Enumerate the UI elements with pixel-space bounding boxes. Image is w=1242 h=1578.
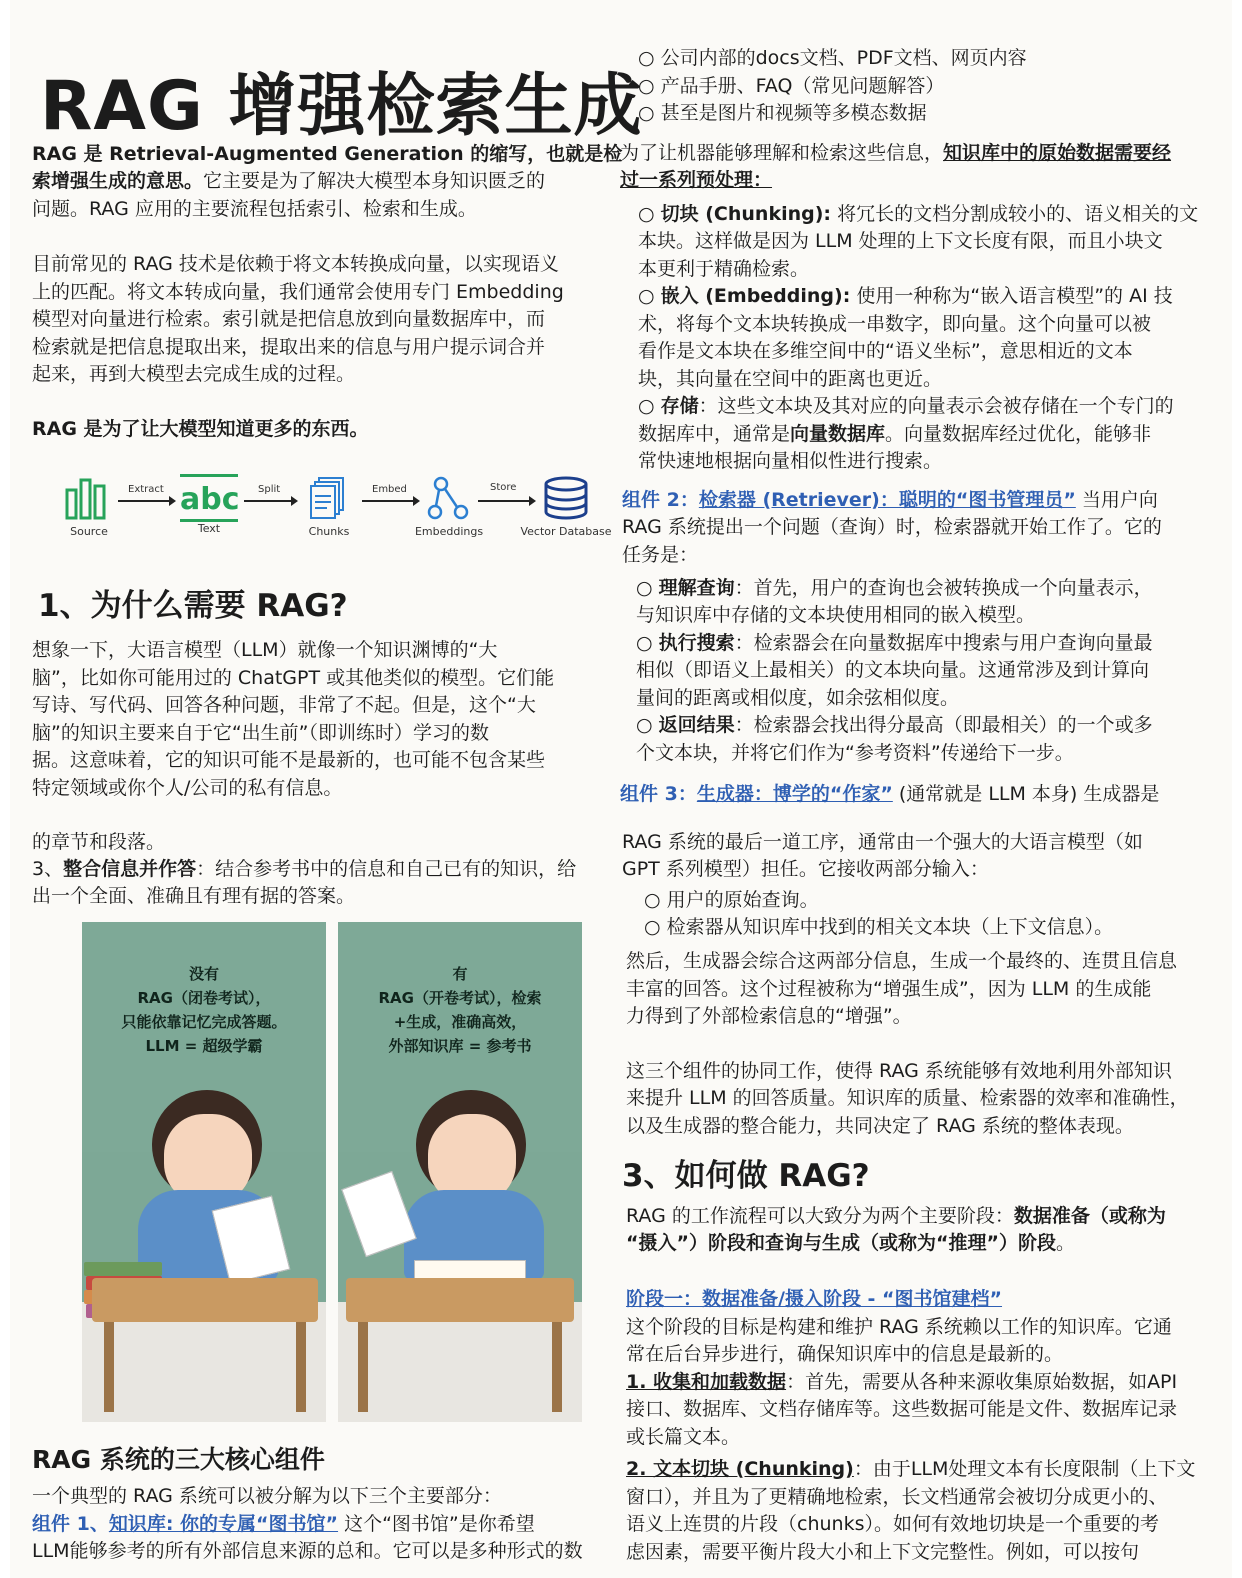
- step-1-line-1: 1. 收集和加载数据：首先，需要从各种来源收集原始数据，如API: [626, 1371, 1178, 1393]
- component-2-line: RAG 系统提出一个问题（查询）时，检索器就开始工作了。它的: [622, 516, 1162, 538]
- phase-1-line: 这个阶段的目标是构建和维护 RAG 系统赖以工作的知识库。它通: [626, 1316, 1172, 1338]
- generator-input-bullet: ○ 用户的原始查询。: [644, 887, 819, 915]
- intro-p2-line: 起来，再到大模型去完成生成的过程。: [32, 363, 356, 385]
- document-page: [10, 0, 1232, 1578]
- embedding-line: 术，将每个文本块转换成一串数字，即向量。这个向量可以被: [638, 313, 1152, 335]
- retriever-step-line: 相似（即语义上最相关）的文本块向量。这通常涉及到计算向: [636, 659, 1150, 681]
- generator-input-bullet: ○ 检索器从知识库中找到的相关文本块（上下文信息）。: [644, 914, 1113, 942]
- source-icon: [63, 474, 115, 522]
- component-1-line: 组件 1、知识库: 你的专属“图书馆” 这个“图书馆”是你希望: [32, 1513, 535, 1535]
- retriever-step-line: 与知识库中存储的文本块使用相同的嵌入模型。: [636, 604, 1036, 626]
- embedding-line: 块，其向量在空间中的距离也更近。: [638, 368, 943, 390]
- chunks-icon: [303, 474, 355, 522]
- step-2-line: 窗口），并且为了更精确地检索，长文档通常会被切分成更小的、: [626, 1486, 1168, 1508]
- component-2-line: 任务是：: [622, 544, 699, 566]
- text-icon: abc: [180, 474, 238, 522]
- section-1-line: 据。这意味着，它的知识可能不是最新的，也可能不包含某些: [32, 749, 546, 771]
- section-2-heading: RAG 系统的三大核心组件: [32, 1445, 325, 1474]
- generator-after-line: 丰富的回答。这个过程被称为“增强生成”，因为 LLM 的生成能: [626, 978, 1152, 1000]
- component-3-link[interactable]: 生成器：博学的“作家”: [696, 783, 893, 805]
- generator-after-line: 力得到了外部检索信息的“增强”。: [626, 1005, 912, 1027]
- intro-line-1: RAG 是 Retrieval-Augmented Generation 的缩写，也就是检: [32, 143, 623, 165]
- section-3-heading: 3、如何做 RAG?: [622, 1158, 870, 1194]
- rag-comparison-illustration: [82, 922, 582, 1422]
- without-rag-panel: [82, 922, 326, 1422]
- section-2-intro: 一个典型的 RAG 系统可以被分解为以下三个主要部分：: [32, 1485, 502, 1507]
- vector-db-node: [520, 474, 612, 538]
- chunking-line: 本更利于精确检索。: [638, 258, 810, 280]
- desk-icon: [346, 1278, 574, 1322]
- page-title: RAG 增强检索生成: [40, 67, 643, 146]
- section-1-line: 想象一下，大语言模型（LLM）就像一个知识渊博的“大: [32, 639, 498, 661]
- phase-1-heading-link[interactable]: 阶段一：数据准备/摄入阶段 - “图书馆建档”: [626, 1288, 1003, 1310]
- summary-line: 这三个组件的协同工作，使得 RAG 系统能够有效地利用外部知识: [626, 1060, 1172, 1082]
- component-3-line: 组件 3：生成器：博学的“作家” (通常就是 LLM 本身) 生成器是: [620, 783, 1160, 805]
- text-label: Text: [197, 522, 221, 535]
- section-3-line-1: RAG 的工作流程可以大致分为两个主要阶段：数据准备（或称为: [626, 1205, 1166, 1227]
- preprocess-line-2: 过一系列预处理：: [620, 169, 773, 191]
- component-1-line-2: LLM能够参考的所有外部信息来源的总和。它可以是多种形式的数: [32, 1540, 583, 1562]
- component-2-line: 组件 2：检索器 (Retriever)：聪明的“图书管理员” 当用户向: [622, 489, 1158, 511]
- storage-line-2: 数据库中，通常是向量数据库。向量数据库经过优化，能够非: [638, 423, 1152, 445]
- database-icon: [540, 474, 592, 522]
- generator-after-line: 然后，生成器会综合这两部分信息，生成一个最终的、连贯且信息: [626, 950, 1178, 972]
- section-3-line-2: “摄入”）阶段和查询与生成（或称为“推理”）阶段。: [626, 1232, 1075, 1254]
- rag-pipeline-diagram: [32, 466, 614, 556]
- summary-line: 以及生成器的整合能力，共同决定了 RAG 系统的整体表现。: [626, 1115, 1134, 1137]
- intro-key-point: RAG 是为了让大模型知道更多的东西。: [32, 418, 369, 440]
- source-bullet: ○ 甚至是图片和视频等多模态数据: [638, 100, 927, 128]
- chunks-node: [284, 474, 374, 538]
- with-rag-caption: 有 RAG（开卷考试），检索 +生成，准确高效， 外部知识库 = 参考书: [378, 965, 542, 1055]
- section-1-line: 特定领域或你个人/公司的私有信息。: [32, 777, 343, 799]
- embed-label: Embed: [372, 484, 407, 495]
- step-2-line-1: 2. 文本切块 (Chunking)：由于LLM处理文本有长度限制（上下文: [626, 1458, 1196, 1480]
- chunking-line: 本块。这样做是因为 LLM 处理的上下文长度有限，而且小块文: [638, 230, 1163, 252]
- component-2-link[interactable]: 检索器 (Retriever)：聪明的“图书管理员”: [698, 489, 1076, 511]
- chunking-line-1: ○ 切块 (Chunking): 将冗长的文档分割成较小的、语义相关的文: [638, 201, 1198, 229]
- embeddings-node: [404, 474, 494, 538]
- intro-line-3: 问题。RAG 应用的主要流程包括索引、检索和生成。: [32, 198, 477, 220]
- embeddings-icon: [423, 474, 475, 522]
- store-label: Store: [490, 482, 517, 493]
- embeddings-label: Embeddings: [414, 525, 484, 538]
- chunks-label: Chunks: [308, 525, 350, 538]
- section-1-line: 写诗、写代码、回答各种问题，非常了不起。但是，这个“大: [32, 694, 536, 716]
- section-1-heading: 1、为什么需要 RAG?: [38, 588, 348, 624]
- intro-p2-line: 模型对向量进行检索。索引就是把信息放到向量数据库中，而: [32, 308, 546, 330]
- retriever-step-3: ○ 返回结果：检索器会找出得分最高（即最相关）的一个或多: [636, 712, 1153, 740]
- step-1-line: 或长篇文本。: [626, 1426, 741, 1448]
- step-2-line: 虑因素，需要平衡片段大小和上下文完整性。例如，可以按句: [626, 1541, 1140, 1563]
- source-bullet: ○ 产品手册、FAQ（常见问题解答）: [638, 73, 944, 101]
- step-1-line: 接口、数据库、文档存储库等。这些数据可能是文件、数据库记录: [626, 1398, 1178, 1420]
- extract-label: Extract: [128, 484, 164, 495]
- with-rag-panel: [338, 922, 582, 1422]
- retriever-step-line: 个文本块，并将它们作为“参考资料”传递给下一步。: [636, 742, 1074, 764]
- vector-db-label: Vector Database: [520, 525, 612, 538]
- without-rag-caption: 没有 RAG（闭卷考试）， 只能依靠记忆完成答题。 LLM = 超级学霸: [121, 965, 287, 1055]
- section-1-line: 脑”，比如你可能用过的 ChatGPT 或其他类似的模型。它们能: [32, 667, 555, 689]
- book-stack-icon: [84, 1262, 162, 1276]
- summary-line: 来提升 LLM 的回答质量。知识库的质量、检索器的效率和准确性，: [626, 1087, 1189, 1109]
- phase-1-line: 常在后台异步进行，确保知识库中的信息是最新的。: [626, 1343, 1064, 1365]
- text-node: [164, 474, 254, 535]
- source-node: [44, 474, 134, 538]
- source-label: Source: [70, 525, 108, 538]
- generator-line: RAG 系统的最后一道工序，通常由一个强大的大语言模型（如: [622, 831, 1143, 853]
- retriever-step-1: ○ 理解查询：首先，用户的查询也会被转换成一个向量表示，: [636, 575, 1153, 603]
- step-2-line: 语义上连贯的片段（chunks）。如何有效地切块是一个重要的考: [626, 1513, 1159, 1535]
- fragment-line-1: 的章节和段落。: [32, 831, 166, 853]
- storage-line-1: ○ 存储：这些文本块及其对应的向量表示会被存储在一个专门的: [638, 393, 1174, 421]
- embedding-line: 看作是文本块在多维空间中的“语义坐标”，意思相近的文本: [638, 340, 1133, 362]
- split-label: Split: [258, 484, 281, 495]
- intro-p2-line: 上的匹配。将文本转成向量，我们通常会使用专门 Embedding: [32, 281, 564, 303]
- intro-p2-line: 检索就是把信息提取出来，提取出来的信息与用户提示词合并: [32, 336, 546, 358]
- intro-p2-line: 目前常见的 RAG 技术是依赖于将文本转换成向量，以实现语义: [32, 253, 559, 275]
- preprocess-line-1: 为了让机器能够理解和检索这些信息，知识库中的原始数据需要经: [620, 142, 1172, 164]
- generator-line: GPT 系列模型）担任。它接收两部分输入：: [622, 858, 989, 880]
- intro-line-2: 索增强生成的意思。它主要是为了解决大模型本身知识匮乏的: [32, 170, 546, 192]
- retriever-step-2: ○ 执行搜索：检索器会在向量数据库中搜索与用户查询向量最: [636, 630, 1153, 658]
- section-1-line: 脑”的知识主要来自于它“出生前”（即训练时）学习的数: [32, 722, 490, 744]
- fragment-line-3: 出一个全面、准确且有理有据的答案。: [32, 885, 356, 907]
- source-bullet: ○ 公司内部的docs文档、PDF文档、网页内容: [638, 45, 1027, 73]
- storage-line: 常快速地根据向量相似性进行搜索。: [638, 450, 943, 472]
- component-1-link[interactable]: 知识库: 你的专属“图书馆”: [108, 1513, 339, 1535]
- embedding-line-1: ○ 嵌入 (Embedding): 使用一种称为“嵌入语言模型”的 AI 技: [638, 283, 1173, 311]
- retriever-step-line: 量间的距离或相似度，如余弦相似度。: [636, 687, 960, 709]
- desk-icon: [92, 1278, 318, 1322]
- fragment-line-2: 3、整合信息并作答：结合参考书中的信息和自己已有的知识，给: [32, 858, 577, 880]
